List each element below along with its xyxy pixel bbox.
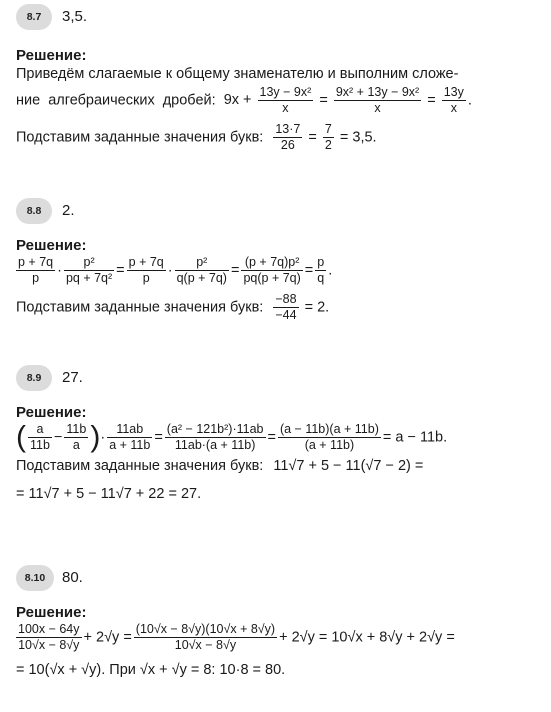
denominator: a [72,438,80,452]
denominator: 11ab·(a + 11b) [174,438,256,452]
fraction [64,422,88,453]
formula-line [16,422,536,453]
substitution-text: Подставим заданные значения букв: [16,458,264,474]
numerator: p + 7q [18,255,54,269]
denominator: 10√x − 8√y [174,638,237,652]
multiply-dot: · [167,262,173,279]
numerator: 7 [324,122,332,136]
problem-number-badge: 8.9 [16,365,52,391]
denominator: 10√x − 8√y [18,638,80,652]
numerator: (a − 11b)(a + 11b) [279,422,379,436]
numerator: 13·7 [275,122,301,136]
denominator: pq + 7q² [65,271,113,285]
numerator: p + 7q [128,255,164,269]
fraction [334,85,421,116]
equals-sign: = [116,262,125,279]
equals-sign: = [267,429,276,446]
result-line: = 11√7 + 5 − 11√7 + 22 = 27. [16,486,202,502]
numerator: (10√x − 8√y)(10√x + 8√y) [135,622,276,636]
fraction [127,255,166,286]
numerator: 11b [66,422,87,436]
equals-sign: = [319,92,328,109]
numerator: (a² − 121b²)·11ab [166,422,264,436]
substitution-line [16,292,536,323]
fraction [134,622,277,653]
numerator: (p + 7q)p² [241,255,302,271]
fraction [16,622,82,653]
problem-header [16,565,536,595]
equals-sign: = [154,429,163,446]
result: = 3,5. [339,129,377,146]
denominator: q(p + 7q) [176,271,227,285]
substitution-line [16,455,536,477]
problem-8-8 [16,198,536,323]
term: 9x + [223,92,252,109]
solution-heading: Решение: [16,237,87,254]
problem-header [16,198,536,228]
numerator: a [28,422,52,438]
answer: 2. [62,202,75,219]
fraction [278,422,381,453]
denominator: x [282,101,289,115]
answer: 3,5. [62,8,88,25]
answer: 27. [62,369,83,386]
numerator: p² [64,255,114,271]
expression: + 2√y = [83,629,132,646]
denominator: q [317,271,325,285]
denominator: p [32,271,40,285]
fraction [442,85,466,116]
multiply-dot: · [57,262,62,279]
fraction [64,255,114,286]
fraction [107,422,152,453]
numerator: −88 [275,292,297,306]
substitution-text: Подставим заданные значения букв: [16,129,264,146]
equals-sign: = [230,262,240,279]
solution-heading: Решение: [16,404,87,421]
numerator: 13y − 9x² [259,85,312,99]
denominator: p [142,271,150,285]
denominator: −44 [275,308,297,322]
fraction [315,255,326,286]
fraction [273,292,298,323]
left-paren: ( [16,420,26,454]
numerator: 100x − 64y [18,622,80,636]
period: . [467,92,472,109]
denominator: 26 [280,138,295,152]
result: = a − 11b. [382,429,448,446]
solution-heading: Решение: [16,604,87,621]
multiply-dot: · [100,429,106,446]
fraction [273,122,302,153]
numerator: p² [175,255,229,271]
formula-line [16,255,536,286]
substitution-text: Подставим заданные значения букв: [16,299,264,316]
equals-sign: = [427,92,436,109]
fraction [28,422,52,453]
fraction [258,85,314,116]
fraction [175,255,229,286]
fraction [165,422,266,453]
formula-line [16,85,536,116]
equals-sign: = [304,262,314,279]
solution-heading: Решение: [16,47,87,64]
denominator: a + 11b [109,438,151,452]
fraction [323,122,334,153]
problem-number-badge: 8.10 [16,565,54,591]
numerator: 11ab [107,422,152,438]
substitution-expression: 11√7 + 5 − 11(√7 − 2) = [273,458,424,474]
denominator: 11b [30,438,50,452]
result: = 2. [304,299,330,316]
denominator: 2 [324,138,332,152]
denominator: x [374,101,381,115]
problem-header [16,4,536,34]
solution-text: Приведём слагаемые к общему знаменателю и выполним сложе- [16,66,459,82]
numerator: 13y [443,85,464,99]
formula-line [16,622,536,653]
expression: + 2√y = 10√x + 8√y + 2√y = [279,629,455,646]
numerator: 9x² + 13y − 9x² [335,85,420,99]
problem-8-9 [16,365,536,505]
denominator: (a + 11b) [304,438,355,452]
problem-header [16,365,536,395]
right-paren: ) [90,420,101,454]
problem-number-badge: 8.7 [16,4,52,30]
minus-sign: − [53,429,63,446]
fraction [16,255,55,286]
numerator: p [317,255,325,269]
problem-number-badge: 8.8 [16,198,52,224]
result-line: = 10(√x + √y). При √x + √y = 8: 10·8 = 80. [16,662,286,678]
text-prefix: ние алгебраических дробей: [16,92,216,109]
substitution-line [16,122,536,153]
denominator: x [450,101,457,115]
problem-8-10 [16,565,536,681]
fraction [241,255,302,286]
period: . [328,262,333,279]
problem-8-7 [16,4,536,153]
denominator: pq(p + 7q) [243,271,301,285]
equals-sign: = [308,129,317,146]
answer: 80. [62,569,83,586]
